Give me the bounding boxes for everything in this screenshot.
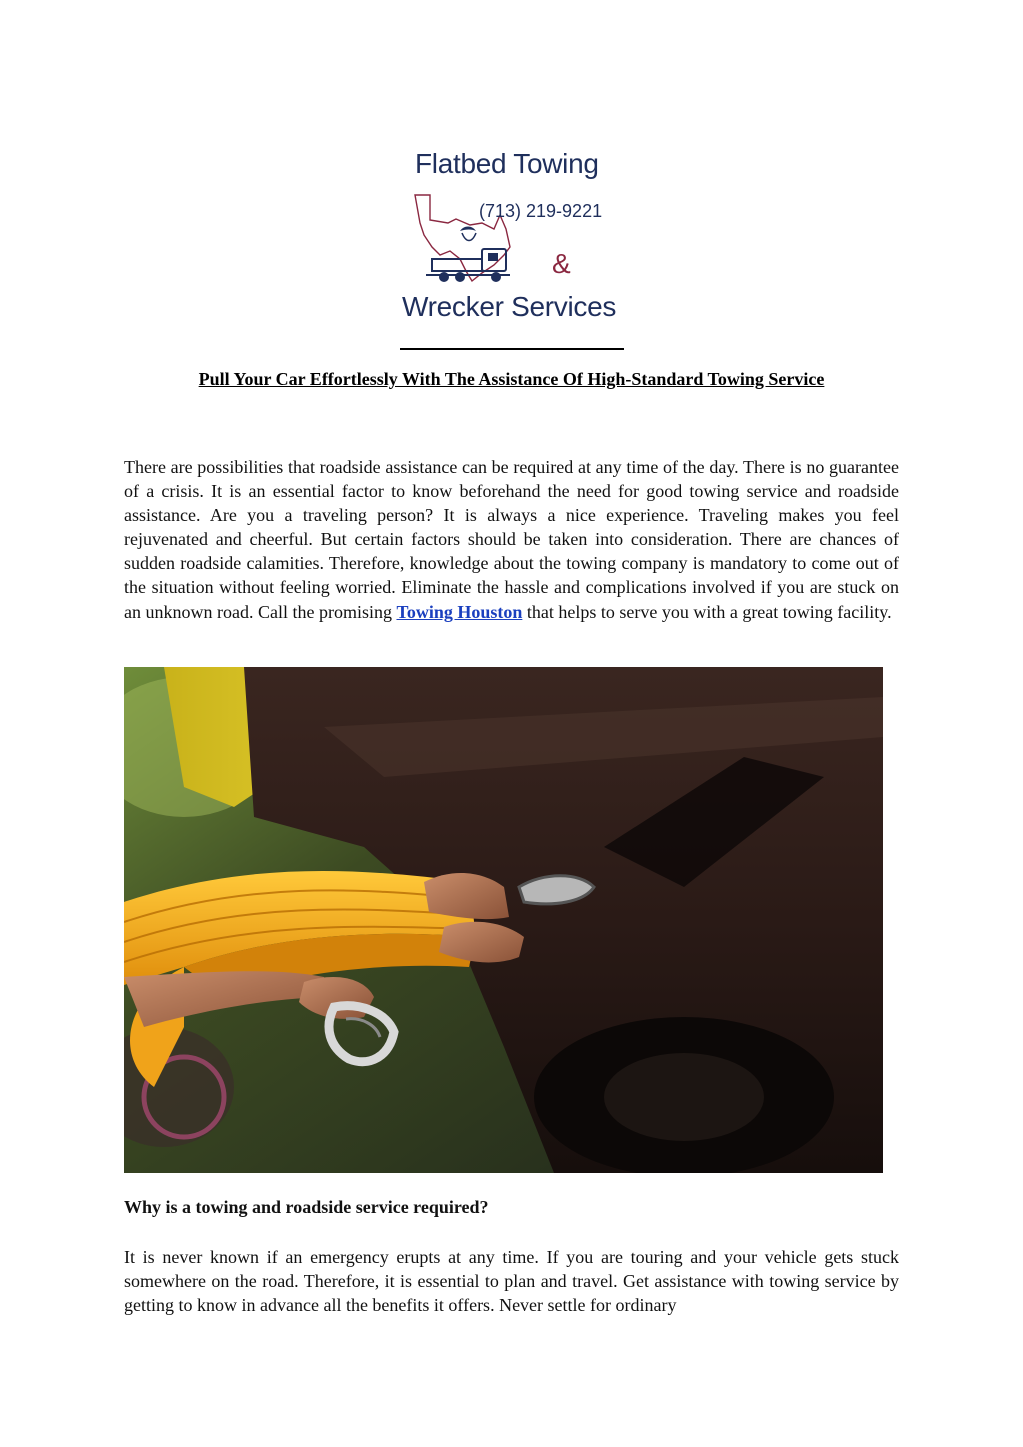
towing-houston-link[interactable]: Towing Houston (396, 601, 523, 622)
page-title: Pull Your Car Effortlessly With The Assistance Of High-Standard Towing Service (198, 369, 825, 389)
tow-strap-photo (124, 667, 883, 1173)
header-divider (400, 348, 624, 350)
section-paragraph: It is never known if an emergency erupts at any time. If you are touring and your vehicle gets stuck somewhere on the road. Therefore, it is essential to plan and travel. Get assistance with towing service by getting to know in advance all the benefits it offers. Never settle for ordinary (124, 1247, 899, 1316)
logo-title-flatbed-towing: Flatbed Towing (415, 148, 599, 179)
intro-text-after-link: that helps to serve you with a great towing facility. (522, 601, 892, 622)
section-heading: Why is a towing and roadside service required? (124, 1197, 489, 1217)
texas-map-truck-icon (410, 185, 520, 285)
intro-text-before-link: There are possibilities that roadside assistance can be required at any time of the day. There is no guarantee of a crisis. It is an essential factor to know beforehand the need for good towing service and roadside assistance. Are you a traveling person? It is always a nice experience. Traveling makes you feel rejuvenated and cheerful. But certain factors should be taken into consideration. There are chances of sudden roadside calamities. Therefore, knowledge about the towing company is mandatory to come out of the situation without feeling worried. Eliminate the hassle and complications involved if you are stuck on an unknown road. Call the promising (124, 457, 899, 622)
logo-phone-number: (713) 219-9221 (479, 201, 603, 221)
intro-paragraph (124, 455, 899, 624)
logo-title-wrecker-services: Wrecker Services (402, 291, 617, 322)
company-logo (398, 140, 638, 330)
logo-ampersand: & (552, 248, 571, 279)
